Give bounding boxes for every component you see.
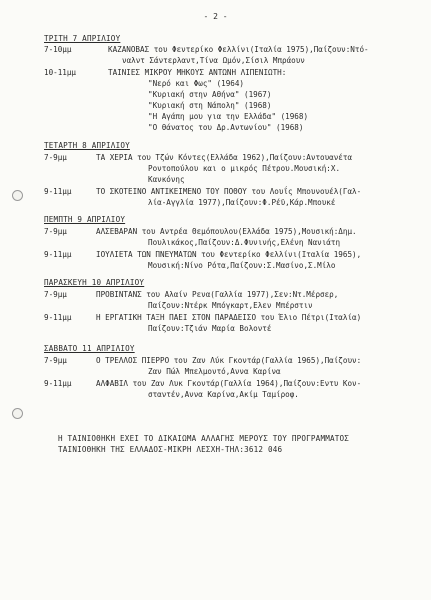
screening-line: ναλντ Σάντερλαντ,Τίνα Ωμόν,Σίσιλ Μπράουν <box>122 56 305 65</box>
page-number: - 2 - <box>203 12 228 21</box>
screening-line: Παίζουν:Τζιάν Μαρία Βολοντέ <box>148 324 272 333</box>
screening-time: 9-11μμ <box>44 250 72 259</box>
screening-line: Κανκόνης <box>148 175 185 184</box>
screening-line: ΤΑ ΧΕΡΙΑ του Τζών Κόντες(Ελλάδα 1962),Παίζουν:Αντουανέτα <box>96 153 353 162</box>
screening-line: σταντέν,Αννα Καρίνα,Ακίμ Ταμίροφ. <box>148 390 299 399</box>
screening-time: 7-9μμ <box>44 227 67 236</box>
program-change-notice: Η ΤΑΙΝΙΟΘΗΚΗ ΕΧΕΙ ΤΟ ΔΙΚΑΙΩΜΑ ΑΛΛΑΓΗΣ ΜΕΡΟΥΣ ΤΟΥ ΠΡΟΓΡΑΜΜΑΤΟΣ <box>58 434 350 443</box>
screening-time: 7-9μμ <box>44 153 67 162</box>
screening-line: ΑΛΦΑΒΙΛ του Ζαν Λυκ Γκοντάρ(Γαλλία 1964),Παίζουν:Εντυ Κον- <box>96 379 362 388</box>
screening-line: Η ΕΡΓΑΤΙΚΗ ΤΑΞΗ ΠΑΕΙ ΣΤΟΝ ΠΑΡΑΔΕΙΣΟ του Έλιο Πέτρι(Ιταλία) <box>96 313 362 322</box>
screening-line: ΙΟΥΛΙΕΤΑ ΤΩΝ ΠΝΕΥΜΑΤΩΝ του Φεντερίκο Φελλίνι(Ιταλία 1965), <box>96 250 362 259</box>
screening-line: "Νερό και Φως" (1964) <box>148 79 245 88</box>
screening-time: 10-11μμ <box>44 68 77 77</box>
screening-line: "Κυριακή στη Νάπολη" (1968) <box>148 101 272 110</box>
screening-line: ΤΑΙΝΙΕΣ ΜΙΚΡΟΥ ΜΗΚΟΥΣ ΑΝΤΩΝΗ ΛΙΠΕΝΙΩΤΗ: <box>108 68 287 77</box>
screening-line: ΚΑΖΑΝΟΒΑΣ του Φεντερίκο Φελλίνι(Ιταλία 1975),Παίζουν:Ντό- <box>108 45 369 54</box>
screening-line: ΠΡΟΒΙΝΤΑΝΣ του Αλαίν Ρενα(Γαλλία 1977),Σεν:Ντ.Μέρσερ, <box>96 290 339 299</box>
screening-time: 9-11μμ <box>44 313 72 322</box>
screening-line: Παίζουν:Ντέρκ Μπόγκαρτ,Ελεν Μπέρστιν <box>148 301 313 310</box>
screening-time: 9-11μμ <box>44 187 72 196</box>
screening-time: 9-11μμ <box>44 379 72 388</box>
day-heading: ΠΕΜΠΤΗ 9 ΑΠΡΙΛΙΟΥ <box>44 215 126 224</box>
screening-line: "Η Αγάπη μου για την Ελλάδα" (1968) <box>148 112 309 121</box>
screening-time: 7-9μμ <box>44 356 67 365</box>
screening-line: Ο ΤΡΕΛΛΟΣ ΠΙΕΡΡΟ του Ζαν Λύκ Γκοντάρ(Γαλλία 1965),Παίζουν: <box>96 356 362 365</box>
day-heading: ΤΡΙΤΗ 7 ΑΠΡΙΛΙΟΥ <box>44 34 121 43</box>
screening-line: "Κυριακή στην Αθήνα" (1967) <box>148 90 272 99</box>
screening-line: Μουσική:Νίνο Ρότα,Παίζουν:Σ.Μασίνο,Σ.Μίλο <box>148 261 336 270</box>
screening-time: 7-9μμ <box>44 290 67 299</box>
screening-line: ΤΟ ΣΚΟΤΕΙΝΟ ΑΝΤΙΚΕΙΜΕΝΟ ΤΟΥ ΠΟΘΟΥ του Λουΐς Μπουνουέλ(Γαλ- <box>96 187 362 196</box>
screening-line: Ροντοπούλου και ο μικρός Πέτρου.Μουσική:Χ. <box>148 164 341 173</box>
screening-time: 7-10μμ <box>44 45 72 54</box>
screening-line: λία-Αγγλία 1977),Παίζουν:Φ.Ρέϋ,Κάρ.Μπουκέ <box>148 198 336 207</box>
screening-line: Πουλικάκος,Παίζουν:Δ.Φυνινής,Ελένη Νανιάτη <box>148 238 341 247</box>
day-heading: ΠΑΡΑΣΚΕΥΗ 10 ΑΠΡΙΛΙΟΥ <box>44 278 145 287</box>
screening-line: "Ο θάνατος του Δρ.Αντωνίου" (1968) <box>148 123 304 132</box>
day-heading: ΣΑΒΒΑΤΟ 11 ΑΠΡΙΛΙΟΥ <box>44 344 135 353</box>
punch-hole <box>12 408 23 419</box>
screening-line: Ζαν Πώλ Μπελμοντό,Αννα Καρίνα <box>148 367 281 376</box>
day-heading: ΤΕΤΑΡΤΗ 8 ΑΠΡΙΛΙΟΥ <box>44 141 130 150</box>
screening-line: ΑΛΣΕΒΑΡΑΝ του Αντρέα Θεμόπουλου(Ελλάδα 1975),Μουσική:Δημ. <box>96 227 357 236</box>
punch-hole <box>12 190 23 201</box>
contact-line: ΤΑΙΝΙΟΘΗΚΗ ΤΗΣ ΕΛΛΑΔΟΣ-ΜΙΚΡΗ ΛΕΣΧΗ-ΤΗΛ:3612 046 <box>58 445 283 454</box>
